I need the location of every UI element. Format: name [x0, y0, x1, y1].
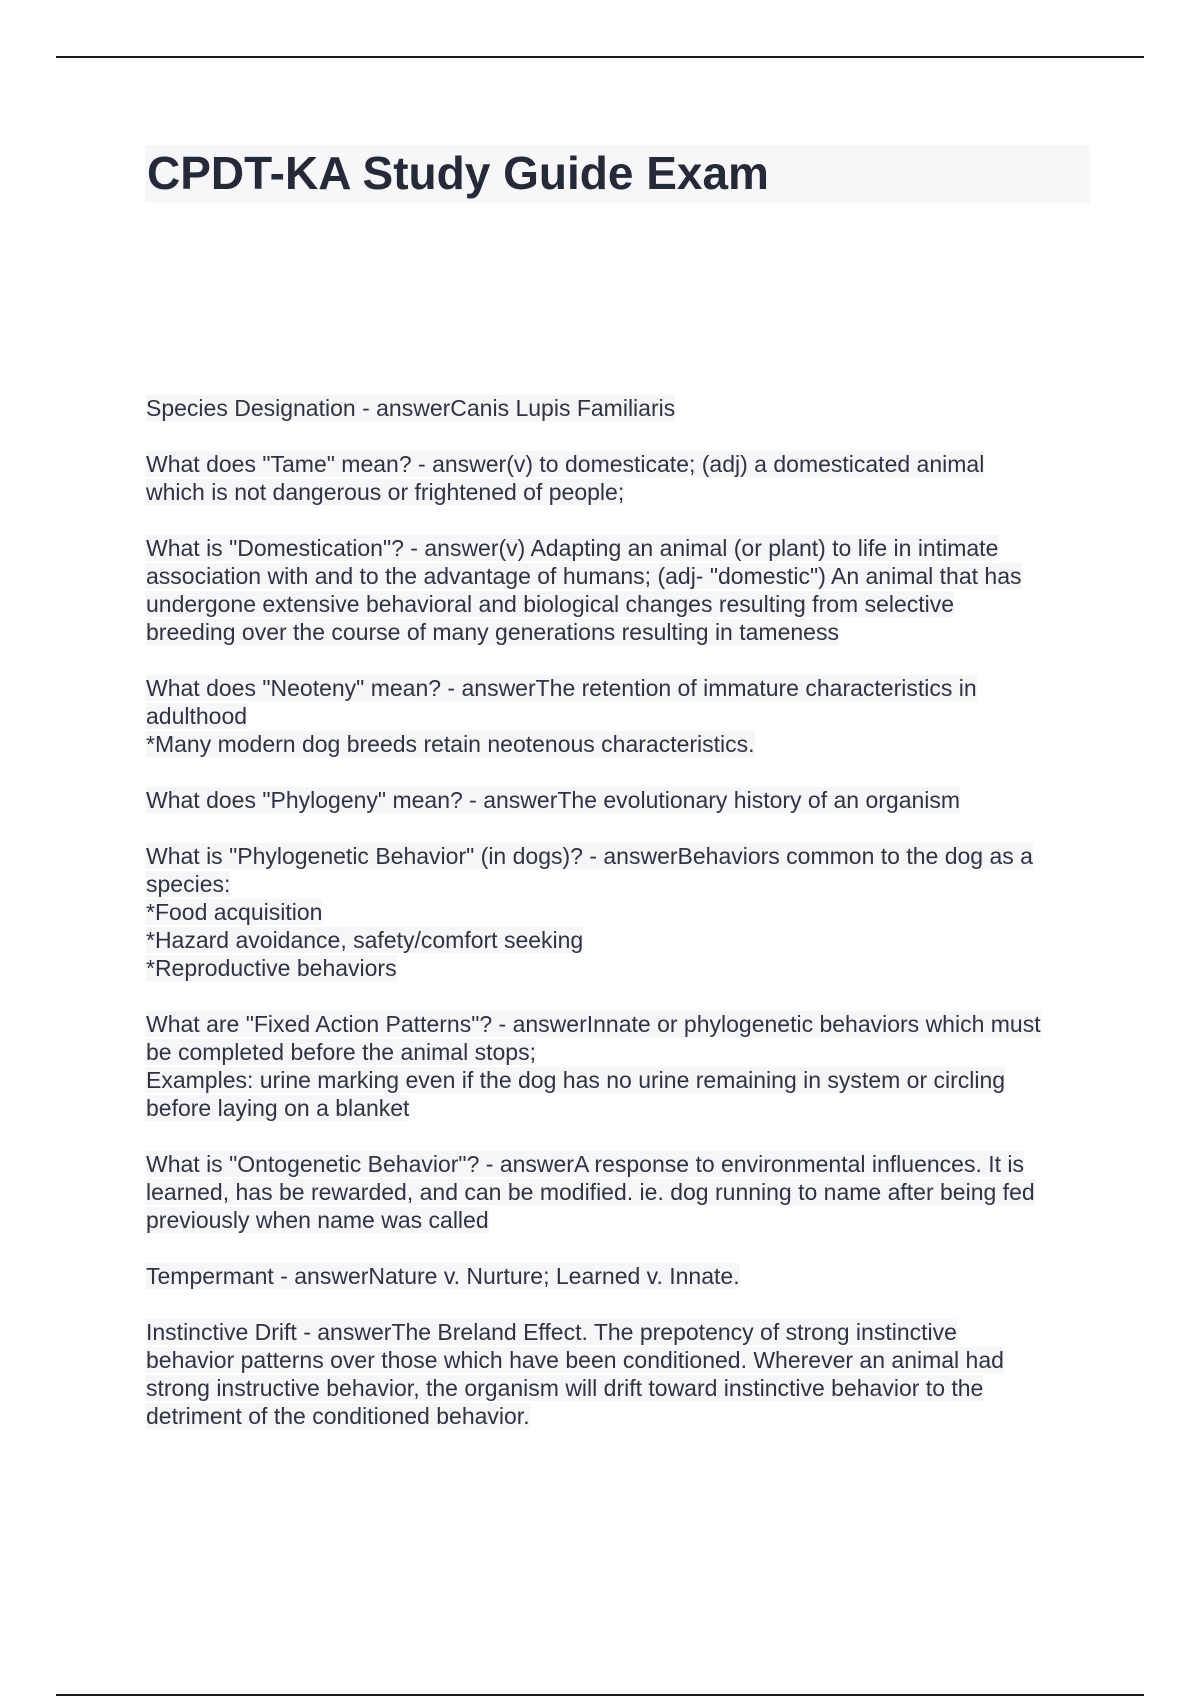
entry-line: *Hazard avoidance, safety/comfort seeking	[146, 927, 584, 953]
entry-line: be completed before the animal stops;	[146, 1039, 536, 1065]
entry-line: *Many modern dog breeds retain neotenous characteristics.	[146, 731, 755, 757]
entry-line: What is "Phylogenetic Behavior" (in dogs)? - answerBehaviors common to the dog as a	[146, 843, 1033, 869]
entry-line: behavior patterns over those which have been conditioned. Wherever an animal had	[146, 1347, 1004, 1373]
entry-line: Examples: urine marking even if the dog has no urine remaining in system or circling	[146, 1067, 1006, 1093]
entry-list	[146, 394, 1096, 1458]
entry-line: undergone extensive behavioral and biological changes resulting from selective	[146, 591, 955, 617]
entry-line: Tempermant - answerNature v. Nurture; Learned v. Innate.	[146, 1263, 740, 1289]
entry-domestication	[146, 534, 1096, 646]
entry-tempermant	[146, 1262, 1096, 1290]
entry-line: adulthood	[146, 703, 248, 729]
entry-ontogenetic-behavior	[146, 1150, 1096, 1234]
entry-line: Species Designation - answerCanis Lupis Familiaris	[146, 395, 676, 421]
entry-line: *Food acquisition	[146, 899, 323, 925]
entry-line: which is not dangerous or frightened of people;	[146, 479, 625, 505]
entry-line: What does "Neoteny" mean? - answerThe retention of immature characteristics in	[146, 675, 977, 701]
entry-fixed-action-patterns	[146, 1010, 1096, 1122]
entry-instinctive-drift	[146, 1318, 1096, 1430]
entry-line: association with and to the advantage of humans; (adj- "domestic") An animal that has	[146, 563, 1022, 589]
entry-line: breeding over the course of many generations resulting in tameness	[146, 619, 839, 645]
entry-line: strong instructive behavior, the organism will drift toward instinctive behavior to the	[146, 1375, 984, 1401]
entry-line: Instinctive Drift - answerThe Breland Effect. The prepotency of strong instinctive	[146, 1319, 957, 1345]
entry-species-designation	[146, 394, 1096, 422]
entry-line: before laying on a blanket	[146, 1095, 410, 1121]
entry-line: learned, has be rewarded, and can be modified. ie. dog running to name after being fed	[146, 1179, 1035, 1205]
entry-line: What does "Phylogeny" mean? - answerThe evolutionary history of an organism	[146, 787, 961, 813]
entry-line: What does "Tame" mean? - answer(v) to domesticate; (adj) a domesticated animal	[146, 451, 985, 477]
entry-neoteny	[146, 674, 1096, 758]
top-rule	[56, 56, 1144, 58]
entry-tame	[146, 450, 1096, 506]
entry-line: previously when name was called	[146, 1207, 489, 1233]
entry-line: *Reproductive behaviors	[146, 955, 397, 981]
entry-phylogeny	[146, 786, 1096, 814]
entry-line: species:	[146, 871, 231, 897]
bottom-rule	[56, 1694, 1144, 1696]
entry-line: What is "Domestication"? - answer(v) Adapting an animal (or plant) to life in intimate	[146, 535, 999, 561]
entry-phylogenetic-behavior	[146, 842, 1096, 982]
entry-line: What is "Ontogenetic Behavior"? - answerA response to environmental influences. It is	[146, 1151, 1024, 1177]
entry-line: detriment of the conditioned behavior.	[146, 1403, 530, 1429]
page-title: CPDT-KA Study Guide Exam	[147, 147, 769, 199]
entry-line: What are "Fixed Action Patterns"? - answerInnate or phylogenetic behaviors which must	[146, 1011, 1041, 1037]
